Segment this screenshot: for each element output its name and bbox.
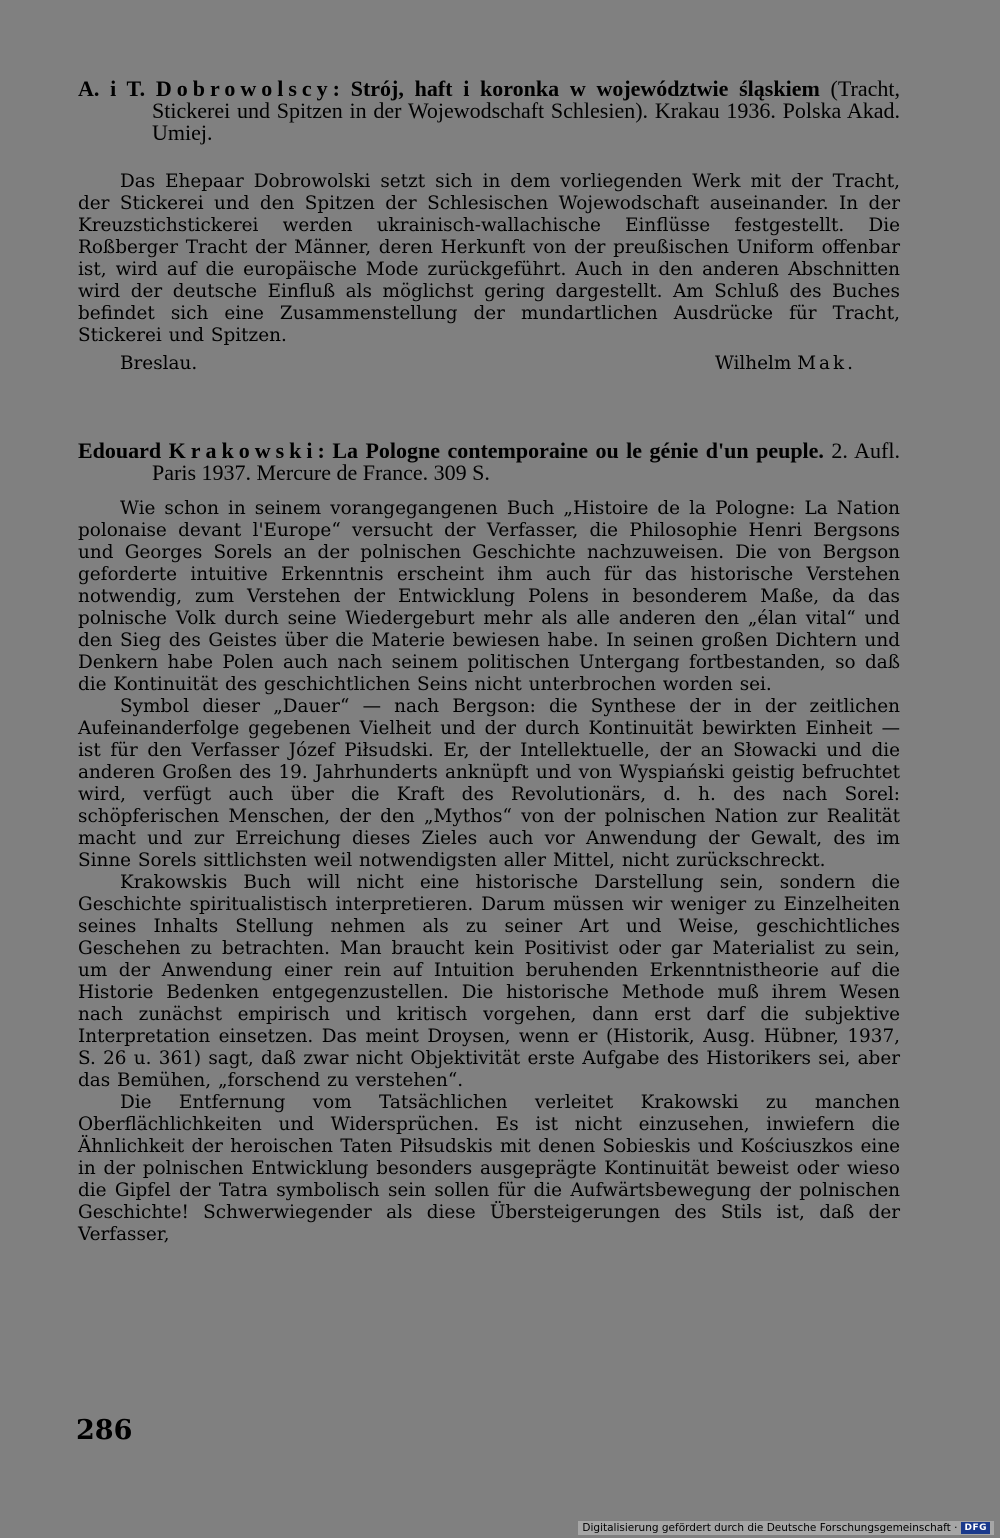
book-meta: (Tracht, Stickerei und Spitzen in der Wojewodschaft Schlesien). Krakau 1936. Polska Akad. Umiej. — [152, 76, 900, 145]
author-prefix: Edouard — [78, 438, 169, 463]
review-heading — [78, 440, 900, 484]
signature-line — [78, 353, 900, 375]
book-title: : La Pologne contemporaine ou le génie d'un peuple. — [317, 438, 824, 463]
review-krakowski — [78, 440, 900, 1246]
book-title: : Strój, haft i koronka w województwie śląskiem — [332, 76, 820, 101]
review-heading — [78, 78, 900, 144]
dfg-logo-icon: DFG — [961, 1522, 990, 1534]
reviewer-last-name: Mak. — [797, 353, 856, 374]
review-dobrowolscy — [78, 78, 900, 375]
reviewer-name — [715, 353, 856, 375]
author-prefix: A. i T. — [78, 76, 156, 101]
reviewer-first-name: Wilhelm — [714, 353, 798, 374]
review-place: Breslau. — [120, 353, 198, 374]
digitization-footer — [578, 1521, 994, 1535]
review-paragraph: Wie schon in seinem vorangegangenen Buch „Histoire de la Pologne: La Nation polonaise devant l'Europe“ versucht der Verfasser, die Philosophie Henri Bergsons und Georges Sorels an der polnischen Geschichte nachzuweisen. Die von Bergson geforderte intuitive Erkenntnis erscheint ihm auch für das historische Verstehen notwendig, zum Verstehen der Entwicklung Polens in besonderem Maße, da das polnische Volk durch seine Wiedergeburt mehr als alle anderen den „élan vital“ und den Sieg des Geistes über die Materie bewiesen habe. In seinen großen Dichtern und Denkern habe Polen auch nach seinem politischen Untergang fortbestanden, so daß die Kontinuität des geschichtlichen Seins nicht unterbrochen worden sei. — [78, 498, 900, 695]
page-content — [78, 78, 900, 1246]
footer-text: Digitalisierung gefördert durch die Deutsche Forschungsgemeinschaft · — [582, 1522, 958, 1534]
review-paragraph: Das Ehepaar Dobrowolski setzt sich in dem vorliegenden Werk mit der Tracht, der Stickerei und den Spitzen der Schlesischen Wojewodschaft auseinander. In der Kreuzstichstickerei werden ukrainisch-wallachische Einflüsse festgestellt. Die Roßberger Tracht der Männer, deren Herkunft von der preußischen Uniform offenbar ist, wird auf die europäische Mode zurückgeführt. Auch in den anderen Abschnitten wird der deutsche Einfluß als möglichst gering dargestellt. Am Schluß des Buches befindet sich eine Zusammenstellung der mundartlichen Ausdrücke für Tracht, Stickerei und Spitzen. — [78, 171, 900, 346]
author-name: Dobrowolscy — [155, 76, 333, 101]
author-name: Krakowski — [168, 438, 318, 463]
review-paragraph: Die Entfernung vom Tatsächlichen verleitet Krakowski zu manchen Oberflächlichkeiten und Widersprüchen. Es ist nicht einzusehen, inwiefern die Ähnlichkeit der heroischen Taten Piłsudskis mit denen Sobieskis und Kościuszkos eine in der polnischen Entwicklung besonders ausgeprägte Kontinuität beweist oder wieso die Gipfel der Tatra symbolisch sein sollen für die Aufwärtsbewegung der polnischen Geschichte! Schwerwiegender als diese Übersteigerungen des Stils ist, daß der Verfasser, — [78, 1092, 900, 1245]
review-paragraph: Krakowskis Buch will nicht eine historische Darstellung sein, sondern die Geschichte spiritualistisch interpretieren. Darum müssen wir weniger zu Einzelheiten seines Inhalts Stellung nehmen als zu seiner Art und Weise, geschichtliches Geschehen zu betrachten. Man braucht kein Positivist oder gar Materialist zu sein, um der Anwendung einer rein auf Intuition beruhenden Erkenntnistheorie auf die Historie Bedenken entgegenzustellen. Die historische Methode muß ihrem Wesen nach zunächst empirisch und kritisch vorgehen, dann erst darf die subjektive Interpretation einsetzen. Das meint Droysen, wenn er (Historik, Ausg. Hübner, 1937, S. 26 u. 361) sagt, daß zwar nicht Objektivität erste Aufgabe des Historikers sei, aber das Bemühen, „forschend zu verstehen“. — [78, 872, 900, 1091]
review-paragraph: Symbol dieser „Dauer“ — nach Bergson: die Synthese der in der zeitlichen Aufeinanderfolge gegebenen Vielheit und der durch Kontinuität bewirkten Einheit — ist für den Verfasser Józef Piłsudski. Er, der Intellektuelle, der an Słowacki und die anderen Großen des 19. Jahrhunderts anknüpft und von Wyspiański geistig befruchtet wird, verfügt auch über die Kraft des Revolutionärs, d. h. des nach Sorel: schöpferischen Menschen, der den „Mythos“ von der polnischen Nation zur Realität macht und zur Erreichung dieses Zieles auch vor Anwendung der Gewalt, des im Sinne Sorels sittlichsten weil notwendigsten aller Mittel, nicht zurückschreckt. — [78, 696, 900, 871]
book-meta: 2. Aufl. Paris 1937. Mercure de France. 309 S. — [152, 438, 900, 485]
page-number: 286 — [76, 1415, 133, 1446]
